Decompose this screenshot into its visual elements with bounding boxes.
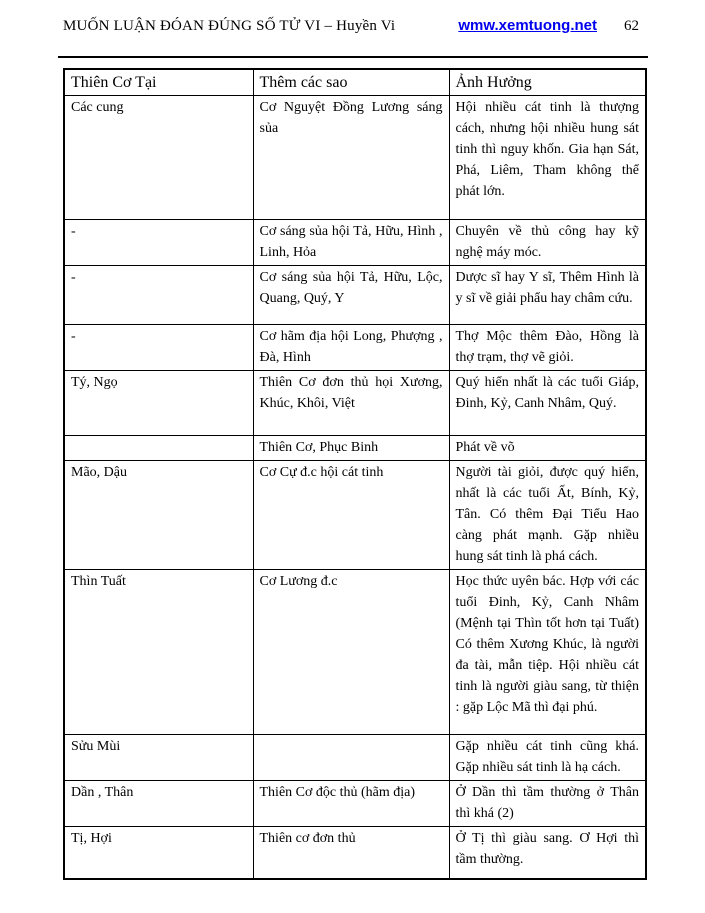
- cell-stars: Cơ Nguyệt Đồng Lương sáng sủa: [253, 96, 449, 220]
- table-body: [64, 96, 646, 879]
- cell-position: [64, 436, 253, 461]
- cell-effect: Người tài giỏi, được quý hiển, nhất là các tuổi Ất, Bính, Kỷ, Tân. Có thêm Đại Tiểu Hao càng phát mạnh. Gặp nhiều hung sát tinh là phá cách.: [449, 461, 646, 570]
- cell-position: Sửu Mùi: [64, 735, 253, 781]
- cell-stars: Thiên cơ đơn thủ: [253, 827, 449, 879]
- cell-position: Tý, Ngọ: [64, 371, 253, 436]
- table-row: [64, 781, 646, 827]
- cell-stars: Thiên Cơ độc thủ (hãm địa): [253, 781, 449, 827]
- table-row: [64, 96, 646, 220]
- cell-position: Dần , Thân: [64, 781, 253, 827]
- cell-stars: Thiên Cơ đơn thủ họi Xương, Khúc, Khôi, Việt: [253, 371, 449, 436]
- cell-effect: Phát về võ: [449, 436, 646, 461]
- cell-effect: Quý hiển nhất là các tuổi Giáp, Đinh, Kỷ, Canh Nhâm, Quý.: [449, 371, 646, 436]
- cell-position: -: [64, 325, 253, 371]
- header-divider: [58, 56, 648, 58]
- table-row: [64, 570, 646, 735]
- cell-position: -: [64, 266, 253, 325]
- cell-stars: Cơ sáng sủa hội Tả, Hữu, Hình , Linh, Hỏa: [253, 220, 449, 266]
- page-number: 62: [624, 18, 639, 34]
- cell-effect: Ở Dần thì tầm thường ở Thân thì khá (2): [449, 781, 646, 827]
- col-header-effect: Ảnh Hưởng: [449, 69, 646, 96]
- cell-stars: Cơ Cự đ.c hội cát tinh: [253, 461, 449, 570]
- page-title: MUỐN LUẬN ĐÓAN ĐÚNG SỐ TỬ VI – Huyền Vi: [63, 18, 396, 34]
- cell-effect: Ở Tị thì giàu sang. Ơ Hợi thì tầm thường.: [449, 827, 646, 879]
- cell-effect: Gặp nhiều cát tinh cũng khá. Gặp nhiều sát tinh là hạ cách.: [449, 735, 646, 781]
- influence-table: [63, 68, 647, 880]
- cell-effect: Chuyên về thủ công hay kỹ nghệ máy móc.: [449, 220, 646, 266]
- cell-effect: Hội nhiều cát tinh là thượng cách, nhưng hội nhiều hung sát tinh thì nguy khốn. Gia hạn Sát, Phá, Liêm, Tham không thể phát lớn.: [449, 96, 646, 220]
- page-header: [63, 17, 645, 35]
- cell-position: Tị, Hợi: [64, 827, 253, 879]
- table-row: [64, 827, 646, 879]
- cell-stars: Cơ hãm địa hội Long, Phượng , Đà, Hình: [253, 325, 449, 371]
- cell-stars: Cơ Lương đ.c: [253, 570, 449, 735]
- page-header-right: [458, 17, 645, 35]
- table-row: [64, 266, 646, 325]
- cell-effect: Học thức uyên bác. Hợp với các tuổi Đinh, Kỷ, Canh Nhâm (Mệnh tại Thìn tốt hơn tại Tuất) Có thêm Xương Khúc, là người đa tài, mẫn tiệp. Hội nhiều cát tinh là người giàu sang, từ thiện : gặp Lộc Mã thì đại phú.: [449, 570, 646, 735]
- cell-stars: [253, 735, 449, 781]
- cell-position: Mão, Dậu: [64, 461, 253, 570]
- col-header-position: Thiên Cơ Tại: [64, 69, 253, 96]
- table-header: [64, 69, 646, 96]
- table-row: [64, 371, 646, 436]
- table-row: [64, 461, 646, 570]
- table-row: [64, 436, 646, 461]
- table-row: [64, 325, 646, 371]
- cell-position: Thìn Tuất: [64, 570, 253, 735]
- cell-stars: Thiên Cơ, Phục Binh: [253, 436, 449, 461]
- table-row: [64, 220, 646, 266]
- cell-effect: Dược sĩ hay Y sĩ, Thêm Hình là y sĩ về giải phẩu hay châm cứu.: [449, 266, 646, 325]
- table-row: [64, 735, 646, 781]
- cell-position: -: [64, 220, 253, 266]
- cell-stars: Cơ sáng sủa hội Tả, Hữu, Lộc, Quang, Quý, Y: [253, 266, 449, 325]
- table-header-row: [64, 69, 646, 96]
- website-link[interactable]: wmw.xemtuong.net: [458, 17, 597, 34]
- cell-effect: Thợ Mộc thêm Đào, Hồng là thợ trạm, thợ vẽ giỏi.: [449, 325, 646, 371]
- cell-position: Các cung: [64, 96, 253, 220]
- col-header-stars: Thêm các sao: [253, 69, 449, 96]
